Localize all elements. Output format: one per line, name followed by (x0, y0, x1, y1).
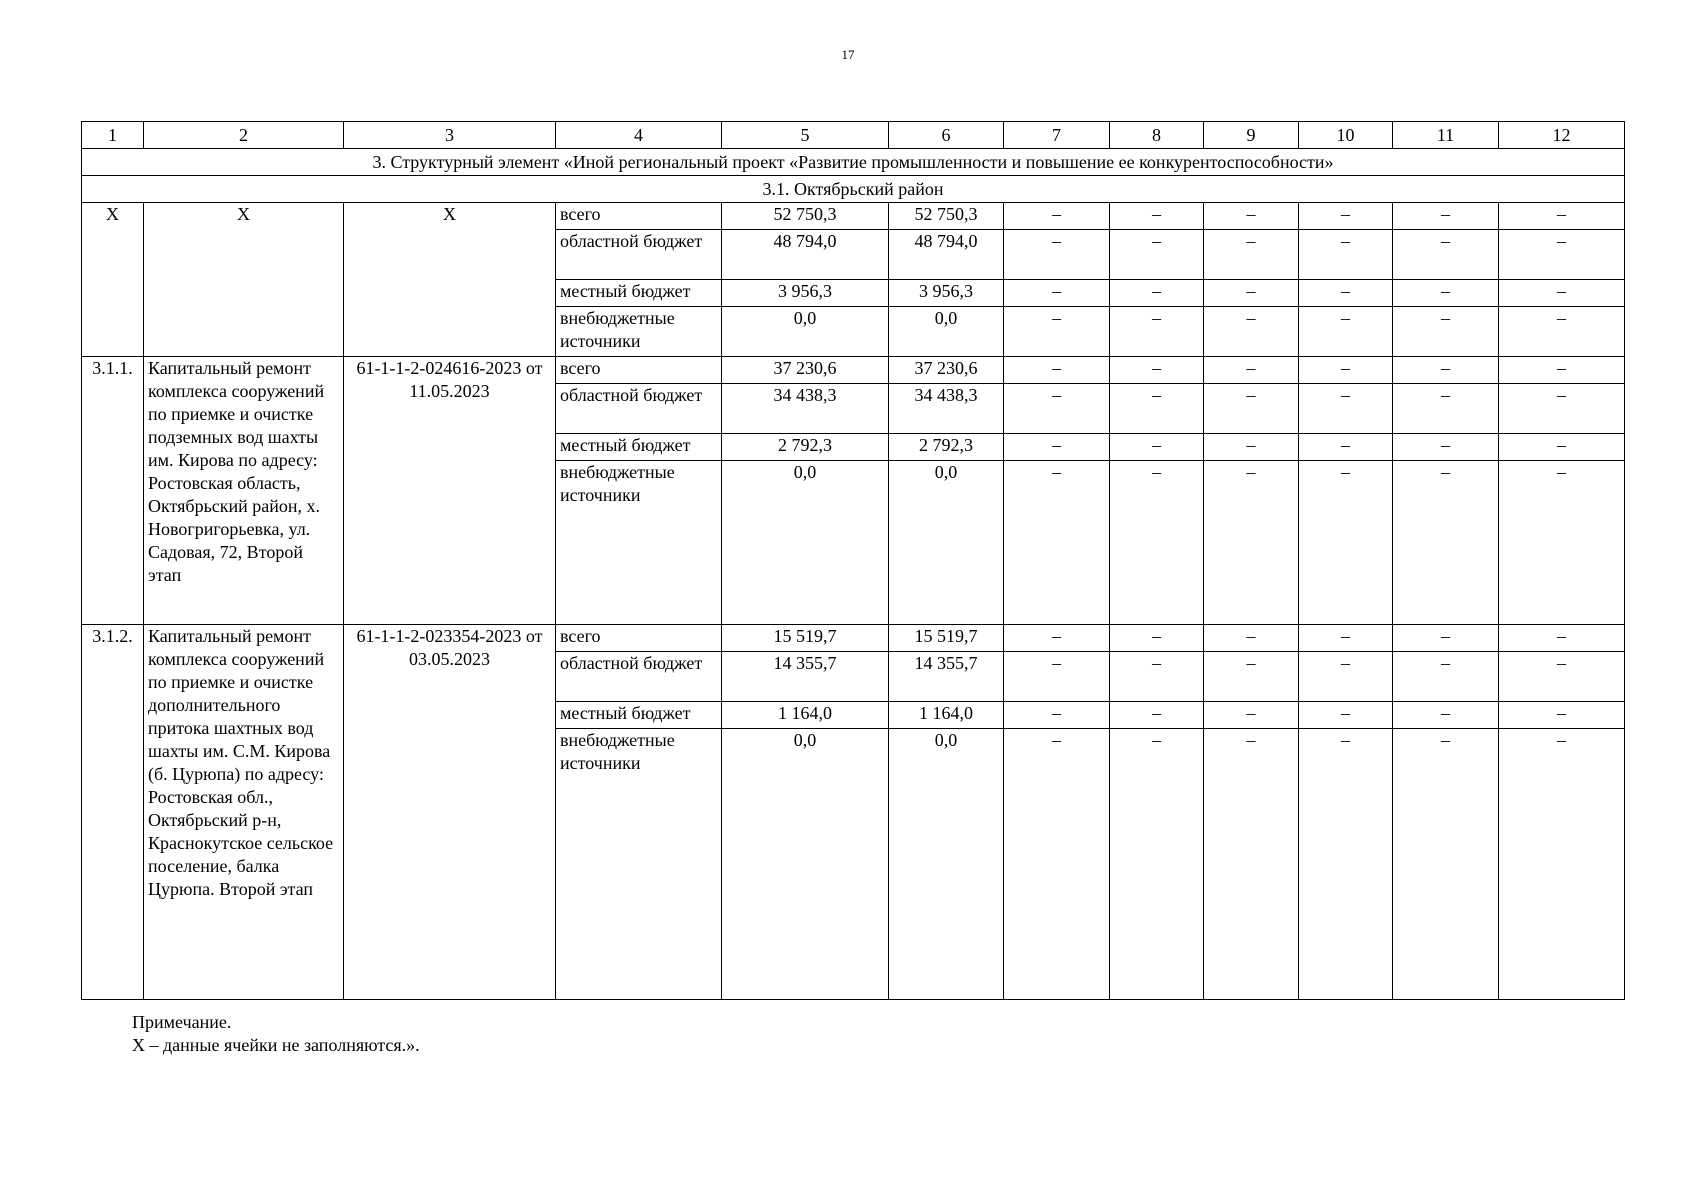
dash-cell: – (1110, 461, 1204, 625)
dash-cell: – (1204, 384, 1299, 434)
dash-cell: – (1204, 652, 1299, 702)
value-cell: 2 792,3 (889, 434, 1004, 461)
value-cell: 34 438,3 (889, 384, 1004, 434)
dash-cell: – (1499, 280, 1625, 307)
value-cell: 0,0 (722, 307, 889, 357)
column-header: 3 (344, 122, 556, 149)
dash-cell: – (1204, 307, 1299, 357)
dash-cell: – (1110, 280, 1204, 307)
dash-cell: – (1499, 203, 1625, 230)
table-row (82, 203, 1625, 230)
dash-cell: – (1004, 203, 1110, 230)
dash-cell: – (1299, 625, 1393, 652)
dash-cell: – (1499, 702, 1625, 729)
funding-source: местный бюджет (556, 434, 722, 461)
dash-cell: – (1110, 307, 1204, 357)
dash-cell: – (1393, 652, 1499, 702)
dash-cell: – (1004, 384, 1110, 434)
value-cell: 52 750,3 (722, 203, 889, 230)
value-cell: 0,0 (889, 307, 1004, 357)
funding-source: областной бюджет (556, 230, 722, 280)
page-number: 17 (841, 47, 855, 62)
value-cell: 1 164,0 (889, 702, 1004, 729)
item-number: Х (82, 203, 144, 357)
dash-cell: – (1499, 625, 1625, 652)
dash-cell: – (1499, 729, 1625, 1000)
dash-cell: – (1004, 357, 1110, 384)
value-cell: 3 956,3 (889, 280, 1004, 307)
dash-cell: – (1499, 357, 1625, 384)
dash-cell: – (1393, 307, 1499, 357)
dash-cell: – (1110, 203, 1204, 230)
dash-cell: – (1393, 729, 1499, 1000)
value-cell: 37 230,6 (889, 357, 1004, 384)
column-header: 5 (722, 122, 889, 149)
value-cell: 34 438,3 (722, 384, 889, 434)
section-title: 3. Структурный элемент «Иной региональный проект «Развитие промышленности и повышение ее конкурентоспособности» (82, 149, 1625, 176)
dash-cell: – (1004, 434, 1110, 461)
dash-cell: – (1499, 652, 1625, 702)
funding-source: всего (556, 203, 722, 230)
dash-cell: – (1299, 280, 1393, 307)
dash-cell: – (1499, 384, 1625, 434)
dash-cell: – (1204, 625, 1299, 652)
value-cell: 52 750,3 (889, 203, 1004, 230)
dash-cell: – (1499, 461, 1625, 625)
dash-cell: – (1393, 384, 1499, 434)
object-name: Капитальный ремонт комплекса сооружений по приемке и очистке подземных вод шахты им. Кирова по адресу: Ростовская область, Октябрьский район, х. Новогригорьевка, ул. Садовая, 72, Второй этап (144, 357, 344, 625)
funding-source: внебюджетные источники (556, 461, 722, 625)
value-cell: 14 355,7 (889, 652, 1004, 702)
dash-cell: – (1299, 230, 1393, 280)
document-ref: 61-1-1-2-024616-2023 от 11.05.2023 (344, 357, 556, 625)
document-ref: Х (344, 203, 556, 357)
document-ref: 61-1-1-2-023354-2023 от 03.05.2023 (344, 625, 556, 1000)
dash-cell: – (1299, 434, 1393, 461)
funding-source: областной бюджет (556, 652, 722, 702)
dash-cell: – (1110, 230, 1204, 280)
column-header: 12 (1499, 122, 1625, 149)
dash-cell: – (1393, 357, 1499, 384)
dash-cell: – (1110, 625, 1204, 652)
value-cell: 48 794,0 (889, 230, 1004, 280)
dash-cell: – (1110, 384, 1204, 434)
dash-cell: – (1004, 729, 1110, 1000)
dash-cell: – (1499, 230, 1625, 280)
column-header: 4 (556, 122, 722, 149)
dash-cell: – (1110, 702, 1204, 729)
district-title-row (82, 176, 1625, 203)
dash-cell: – (1299, 702, 1393, 729)
value-cell: 0,0 (722, 729, 889, 1000)
dash-cell: – (1393, 625, 1499, 652)
value-cell: 0,0 (889, 461, 1004, 625)
dash-cell: – (1004, 652, 1110, 702)
dash-cell: – (1499, 434, 1625, 461)
footnote (132, 1011, 420, 1057)
footnote-text: Х – данные ячейки не заполняются.». (132, 1035, 420, 1055)
value-cell: 3 956,3 (722, 280, 889, 307)
value-cell: 0,0 (889, 729, 1004, 1000)
funding-source: местный бюджет (556, 702, 722, 729)
funding-source: внебюджетные источники (556, 729, 722, 1000)
table-row (82, 357, 1625, 384)
funding-source: всего (556, 357, 722, 384)
dash-cell: – (1204, 702, 1299, 729)
column-header: 6 (889, 122, 1004, 149)
column-number-row (82, 122, 1625, 149)
section-title-row (82, 149, 1625, 176)
column-header: 10 (1299, 122, 1393, 149)
value-cell: 15 519,7 (889, 625, 1004, 652)
value-cell: 15 519,7 (722, 625, 889, 652)
dash-cell: – (1004, 461, 1110, 625)
dash-cell: – (1499, 307, 1625, 357)
dash-cell: – (1393, 230, 1499, 280)
value-cell: 2 792,3 (722, 434, 889, 461)
budget-table (81, 121, 1625, 1000)
column-header: 9 (1204, 122, 1299, 149)
dash-cell: – (1204, 461, 1299, 625)
dash-cell: – (1299, 203, 1393, 230)
value-cell: 14 355,7 (722, 652, 889, 702)
value-cell: 48 794,0 (722, 230, 889, 280)
value-cell: 0,0 (722, 461, 889, 625)
dash-cell: – (1204, 729, 1299, 1000)
funding-source: всего (556, 625, 722, 652)
dash-cell: – (1393, 702, 1499, 729)
column-header: 2 (144, 122, 344, 149)
dash-cell: – (1204, 357, 1299, 384)
object-name: Капитальный ремонт комплекса сооружений по приемке и очистке дополнительного притока шахтных вод шахты им. С.М. Кирова (б. Цурюпа) по адресу: Ростовская обл., Октябрьский р-н, Краснокутское сельское поселение, балка Цурюпа. Второй этап (144, 625, 344, 1000)
dash-cell: – (1004, 280, 1110, 307)
dash-cell: – (1004, 230, 1110, 280)
dash-cell: – (1004, 307, 1110, 357)
funding-source: областной бюджет (556, 384, 722, 434)
funding-source: местный бюджет (556, 280, 722, 307)
dash-cell: – (1110, 652, 1204, 702)
dash-cell: – (1299, 357, 1393, 384)
item-number: 3.1.1. (82, 357, 144, 625)
value-cell: 37 230,6 (722, 357, 889, 384)
item-number: 3.1.2. (82, 625, 144, 1000)
object-name: Х (144, 203, 344, 357)
dash-cell: – (1204, 434, 1299, 461)
dash-cell: – (1110, 434, 1204, 461)
dash-cell: – (1004, 702, 1110, 729)
dash-cell: – (1393, 203, 1499, 230)
district-title: 3.1. Октябрьский район (82, 176, 1625, 203)
dash-cell: – (1299, 461, 1393, 625)
column-header: 11 (1393, 122, 1499, 149)
dash-cell: – (1204, 230, 1299, 280)
dash-cell: – (1204, 203, 1299, 230)
column-header: 1 (82, 122, 144, 149)
dash-cell: – (1110, 729, 1204, 1000)
dash-cell: – (1204, 280, 1299, 307)
value-cell: 1 164,0 (722, 702, 889, 729)
dash-cell: – (1299, 652, 1393, 702)
column-header: 7 (1004, 122, 1110, 149)
dash-cell: – (1393, 280, 1499, 307)
dash-cell: – (1299, 307, 1393, 357)
dash-cell: – (1004, 625, 1110, 652)
funding-source: внебюджетные источники (556, 307, 722, 357)
dash-cell: – (1299, 384, 1393, 434)
footnote-title: Примечание. (132, 1012, 232, 1032)
dash-cell: – (1393, 434, 1499, 461)
dash-cell: – (1393, 461, 1499, 625)
table-row (82, 625, 1625, 652)
column-header: 8 (1110, 122, 1204, 149)
dash-cell: – (1110, 357, 1204, 384)
dash-cell: – (1299, 729, 1393, 1000)
